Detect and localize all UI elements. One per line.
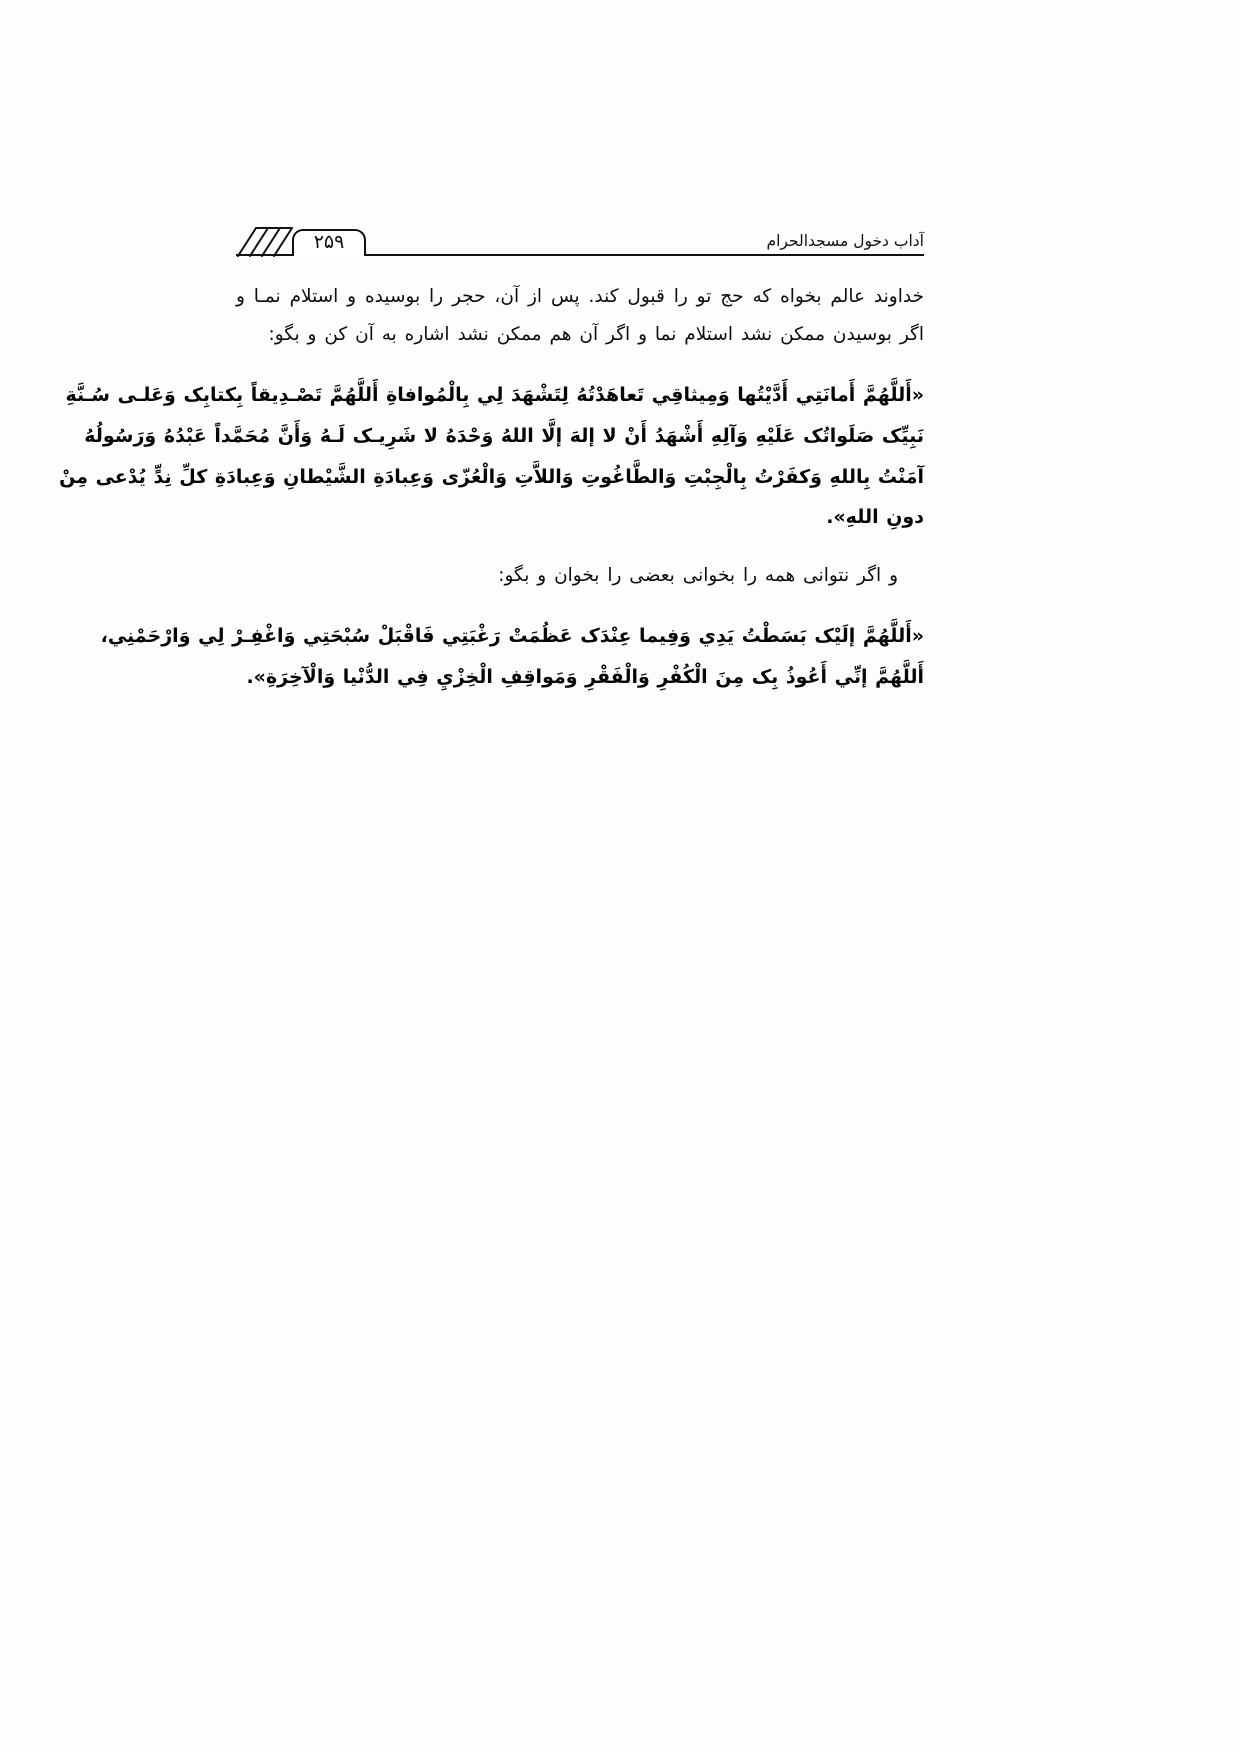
page-number: ۲۵۹ (313, 231, 345, 254)
supplication-1-line-2: نَبِيِّک صَلَواتُک عَلَيْهِ وَآلِهِ أَشْهَدُ أَنْ لا إلهَ إلَّا اللهُ وَحْدَهُ لا شَرِيـک لَـهُ وَأَنَّ مُحَمَّداً عَبْدُهُ وَرَسُولُهُ (84, 424, 924, 447)
supplication-1-line-1: «أَللَّهُمَّ أَمانَتِي أَدَّيْتُها وَمِيثاقِي تَعاهَدْتُهُ لِتَشْهَدَ لِي بِالْمُوافاةِ أَللَّهُمَّ تَصْـدِيقاً بِكتابِک وَعَلـى سُـنَّةِ (65, 383, 924, 406)
supplication-1-line-3: آمَنْتُ بِاللهِ وَكفَرْتُ بِالْجِبْتِ وَالطَّاغُوتِ وَاللاَّتِ وَالْعُزّى وَعِبادَةِ الشَّيْطانِ وَعِبادَةِ كلِّ نِدٍّ يُدْعى مِنْ (59, 465, 924, 488)
page-header (236, 200, 924, 256)
spacer (236, 356, 924, 366)
folio-box (292, 229, 366, 256)
supplication-2-line-1: «أَللَّهُمَّ إلَيْک بَسَطْتُ يَدِي وَفِيما عِنْدَک عَظُمَتْ رَغْبَتِي فَاقْبَلْ سُبْحَتِي وَاغْفِـرْ لِي وَارْحَمْنِي، (100, 625, 924, 648)
page-content (59, 200, 924, 707)
paragraph-persian-1: خداوند عالم بخواه که حج تو را قبول کند. پس از آن، حجر را بوسیده و استلام نمـا و اگر بوسیدن ممکن نشد استلام نما و اگر آن هم ممکن نشد اشاره به آن کن و بگو: (236, 286, 924, 345)
supplication-block-1 (59, 375, 924, 538)
supplication-block-2 (100, 616, 924, 698)
spacer (236, 547, 924, 557)
body-text-block (59, 278, 924, 698)
supplication-1-line-4: دونِ اللهِ». (826, 506, 924, 529)
spacer (236, 597, 924, 607)
decorative-slashes-ornament (242, 226, 296, 256)
folio-marker (236, 226, 366, 256)
supplication-2-line-2: أَللَّهُمَّ إنِّي أَعُوذُ بِک مِنَ الْكُفْرِ وَالْفَقْرِ وَمَواقِفِ الْخِزْيِ فِي الدُّنْيا وَالْآخِرَةِ». (246, 665, 924, 688)
paragraph-persian-2: و اگر نتوانی همه را بخوانی بعضی را بخوان و بگو: (498, 565, 898, 587)
running-title: آداب دخول مسجدالحرام (766, 232, 924, 250)
